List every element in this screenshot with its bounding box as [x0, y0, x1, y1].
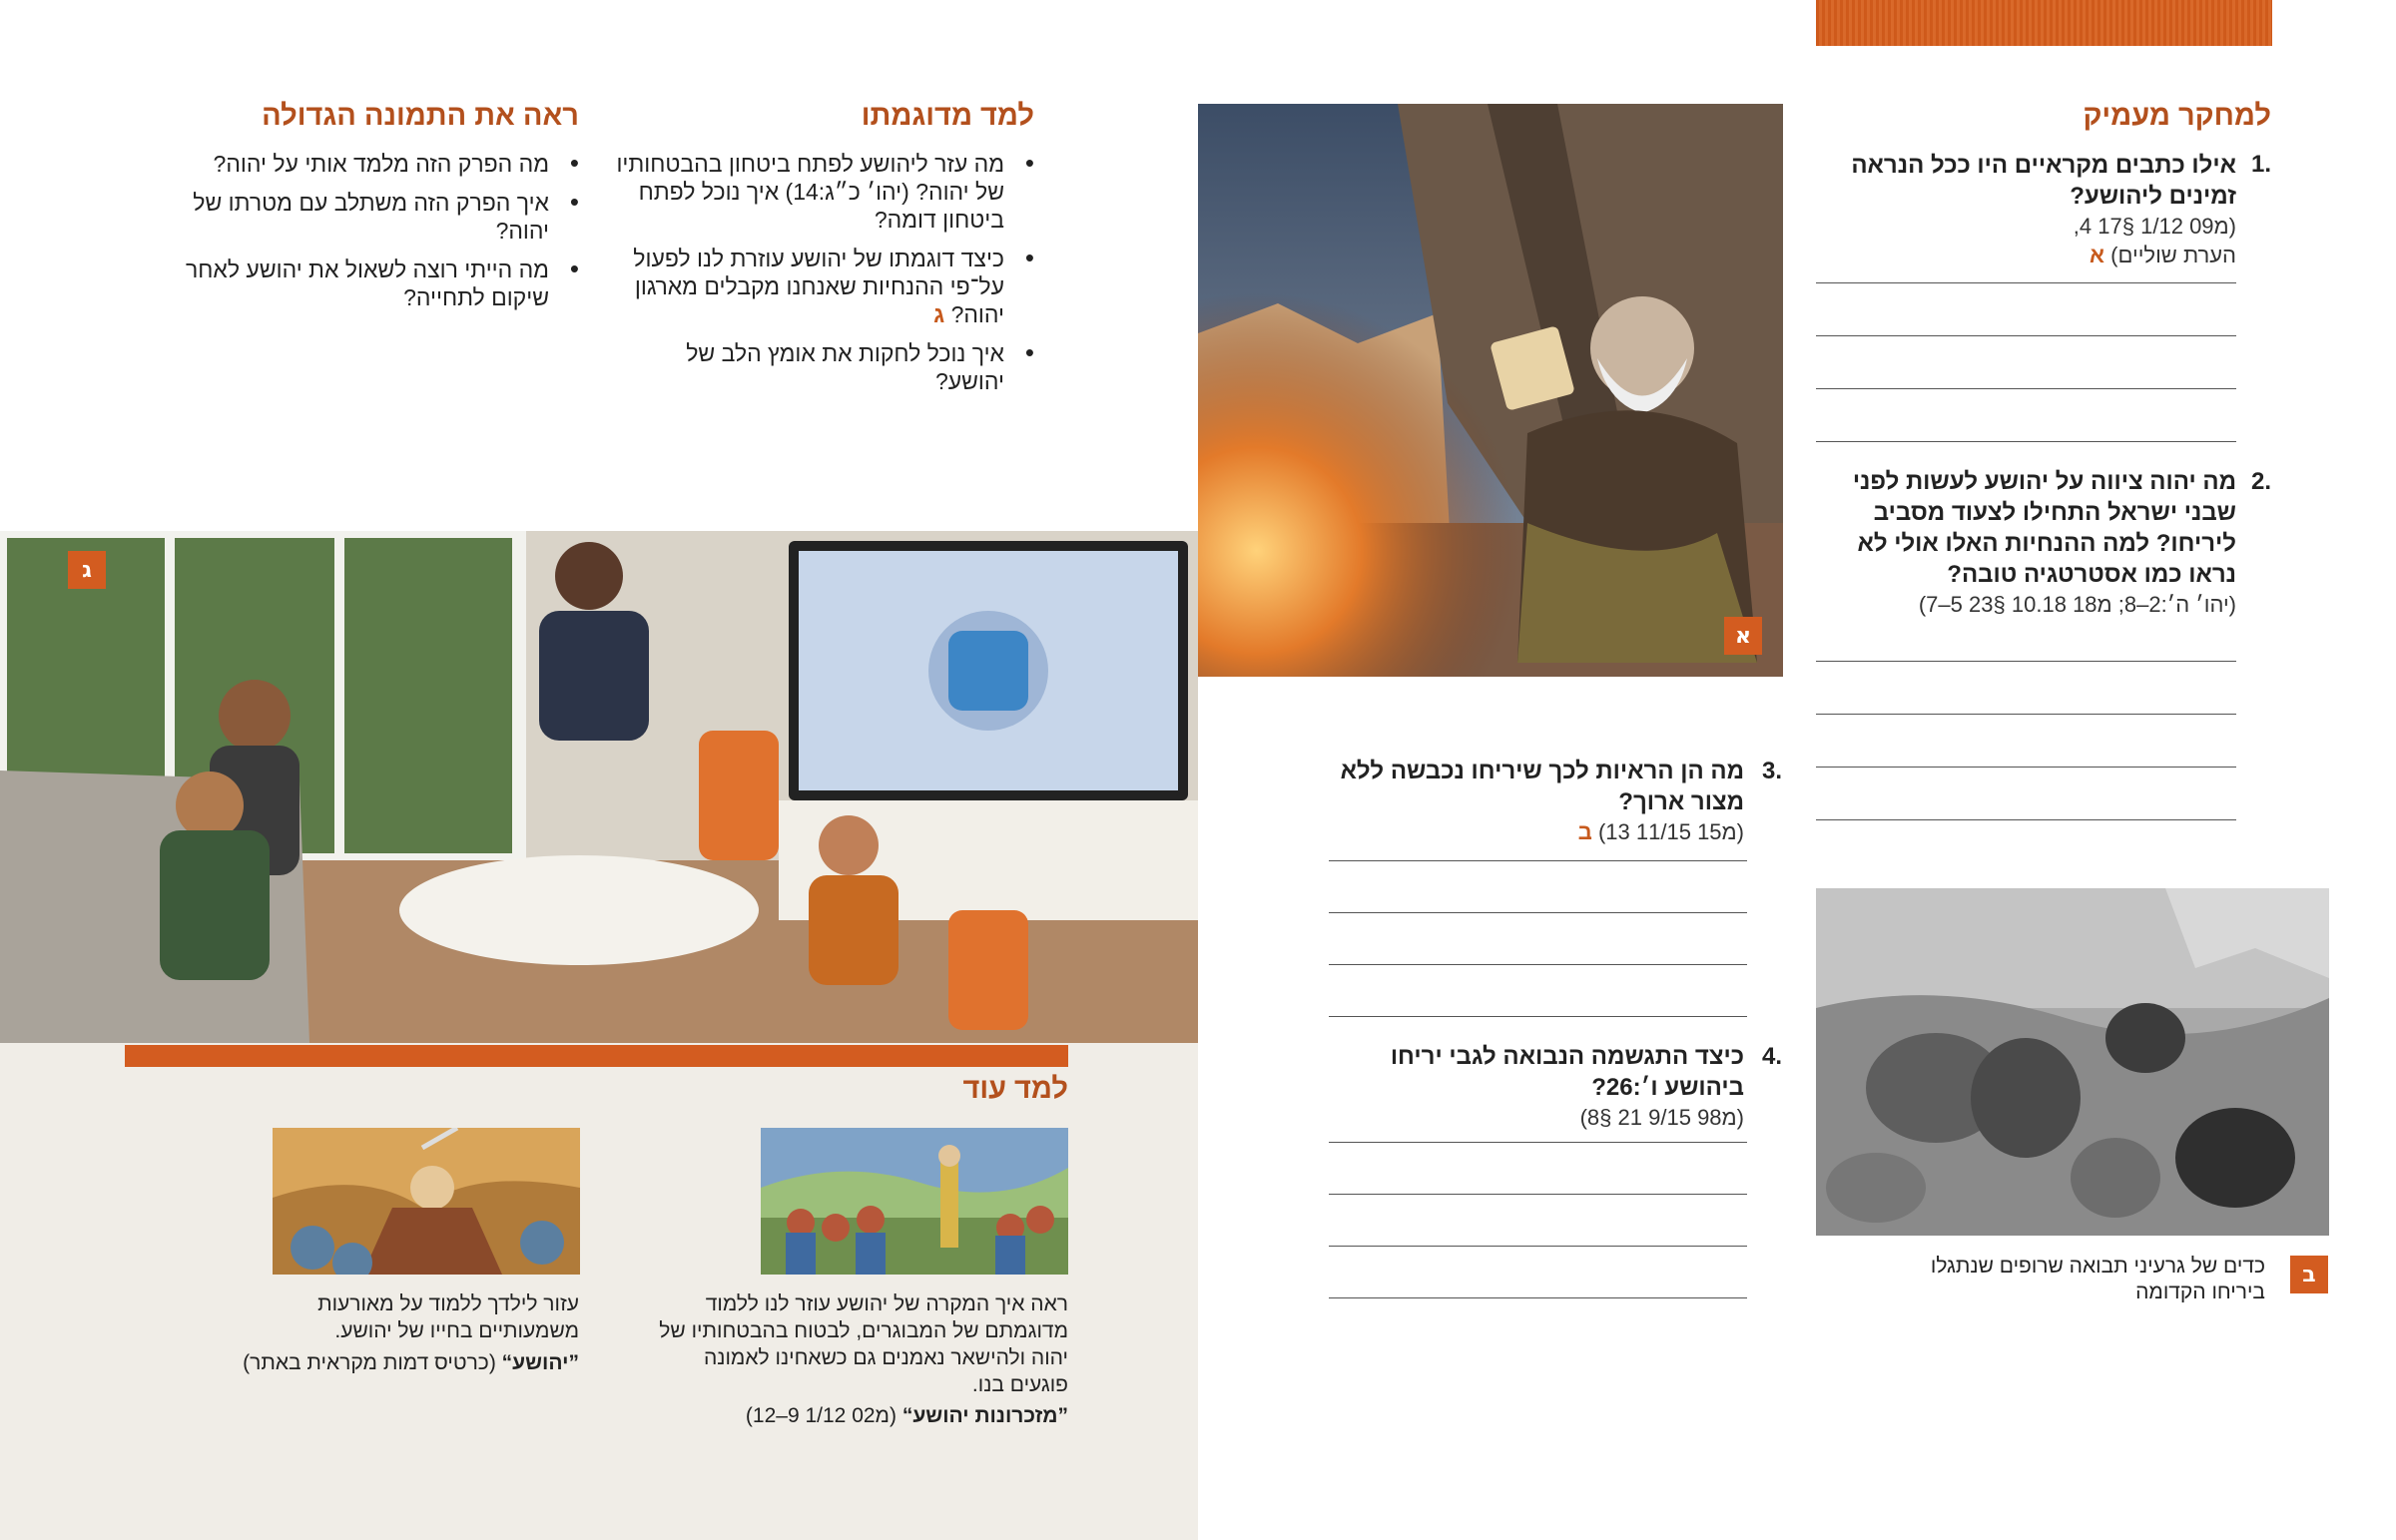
badge-a: א — [1724, 617, 1762, 655]
answer-line[interactable] — [1816, 767, 2236, 768]
answer-line[interactable] — [1329, 1016, 1747, 1017]
question-4-number: 4. — [1762, 1043, 1783, 1070]
question-2-ref: (יהו׳ ה׳:2–8; מ18 10.18 §23 5–7) — [1918, 592, 2236, 617]
question-1-text: אילו כתבים מקראיים היו ככל הנראה זמינים ליהושע? — [1851, 152, 2236, 210]
question-1-number: 1. — [2251, 151, 2272, 178]
answer-line[interactable] — [1329, 1142, 1747, 1143]
example-item: • כיצד דוגמתו של יהושע עוזרת לנו לפעול על־פי ההנחיות שאנחנו מקבלים מארגון יהוה? ג — [615, 245, 1034, 328]
example-heading: למד מדוגמתו — [861, 100, 1034, 132]
example-item-letter: ג — [933, 301, 945, 327]
question-4-ref: (מ98 9/15 21 §8) — [1579, 1105, 1744, 1130]
question-1-letter: א — [2090, 243, 2105, 267]
learn-more-card-1-title: ”מזכרונות יהושע“ — [901, 1404, 1068, 1427]
learn-more-card-2-link[interactable] — [160, 1349, 579, 1376]
big-picture-heading: ראה את התמונה הגדולה — [262, 100, 579, 132]
question-3-number: 3. — [1762, 758, 1783, 784]
question-1-ref: (מ09 1/12 §17 4, — [2073, 214, 2236, 239]
jar-photo-caption: כדים של גרעיני תבואה שרופים שנתגלו ביריחו הקדומה — [1930, 1255, 2265, 1303]
answer-line[interactable] — [1816, 282, 2236, 283]
research-heading: למחקר מעמיק — [2083, 100, 2271, 132]
learn-more-heading: למד עוד — [962, 1073, 1068, 1105]
question-2 — [1817, 466, 2236, 619]
top-texture-strip — [1816, 0, 2272, 46]
big-picture-list — [160, 150, 579, 322]
learn-more-card-1-ref: (מ02 1/12 9–12) — [745, 1404, 897, 1427]
answer-line[interactable] — [1329, 1194, 1747, 1195]
example-list — [615, 150, 1034, 406]
joshua-reading-scroll-illustration — [1198, 104, 1783, 677]
answer-line[interactable] — [1816, 335, 2236, 336]
badge-b: ב — [2290, 1256, 2328, 1293]
learn-more-card-1-text: ראה איך המקרה של יהושע עוזר לנו ללמוד מדוגמתם של המבוגרים, לבטוח בהבטחותיו של יהוה ולהישאר נאמנים גם כשאחינו לאמונה פוגעים בנו. — [659, 1292, 1068, 1396]
question-1 — [1817, 150, 2236, 269]
answer-line[interactable] — [1816, 819, 2236, 820]
question-2-text: מה יהוה ציווה על יהושע לעשות לפני שבני ישראל התחילו לצעוד מסביב ליריחו? למה ההנחיות האלו אולי לא נראו כמו אסטרטגיה טובה? — [1852, 468, 2236, 588]
question-1-ref2: הערת שוליים) — [2110, 243, 2236, 267]
answer-line[interactable] — [1329, 1246, 1747, 1247]
family-emergency-kit-photo — [0, 531, 1198, 1043]
big-picture-item: • איך הפרק הזה משתלב עם מטרתו של יהוה? — [160, 189, 579, 245]
answer-line[interactable] — [1816, 661, 2236, 662]
orange-accent-bar — [125, 1045, 1068, 1067]
learn-more-card-2-title: ”יהושע“ — [501, 1351, 579, 1374]
learn-more-card-1-image[interactable] — [761, 1128, 1068, 1275]
question-3-letter: ב — [1577, 819, 1592, 844]
question-3-ref: (מ15 11/15 13) — [1597, 819, 1744, 844]
answer-line[interactable] — [1329, 860, 1747, 861]
example-item: • איך נוכל לחקות את אומץ הלב של יהושע? — [615, 339, 1034, 395]
question-3 — [1325, 756, 1744, 846]
big-picture-item: • מה הייתי רוצה לשאול את יהושע לאחר שיקום לתחייה? — [160, 256, 579, 311]
burned-grain-jars-photo — [1816, 888, 2329, 1236]
learn-more-card-2-ref: (כרטיס דמות מקראית באתר) — [243, 1351, 496, 1374]
answer-line[interactable] — [1816, 388, 2236, 389]
answer-line[interactable] — [1816, 441, 2236, 442]
learn-more-card-2-text: עזור לילדך ללמוד על מאורעות משמעותיים בחייו של יהושע. — [317, 1292, 579, 1342]
learn-more-card-1-link[interactable] — [649, 1402, 1068, 1429]
answer-line[interactable] — [1329, 964, 1747, 965]
big-picture-item: • מה הפרק הזה מלמד אותי על יהוה? — [160, 150, 579, 178]
answer-line[interactable] — [1329, 1297, 1747, 1298]
answer-line[interactable] — [1816, 714, 2236, 715]
example-item: • מה עזר ליהושע לפתח ביטחון בהבטחותיו של יהוה? (יהו׳ כ״ג:14) איך נוכל לפתח ביטחון דומה? — [615, 150, 1034, 234]
question-4-text: כיצד התגשמה הנבואה לגבי יריחו ביהושע ו׳:26? — [1390, 1043, 1744, 1101]
question-3-text: מה הן הראיות לכך שיריחו נכבשה ללא מצור ארוך? — [1340, 758, 1744, 815]
badge-g: ג — [68, 551, 106, 589]
question-2-number: 2. — [2251, 468, 2272, 495]
question-4 — [1325, 1041, 1744, 1132]
learn-more-card-2-image[interactable] — [273, 1128, 580, 1275]
answer-line[interactable] — [1329, 912, 1747, 913]
